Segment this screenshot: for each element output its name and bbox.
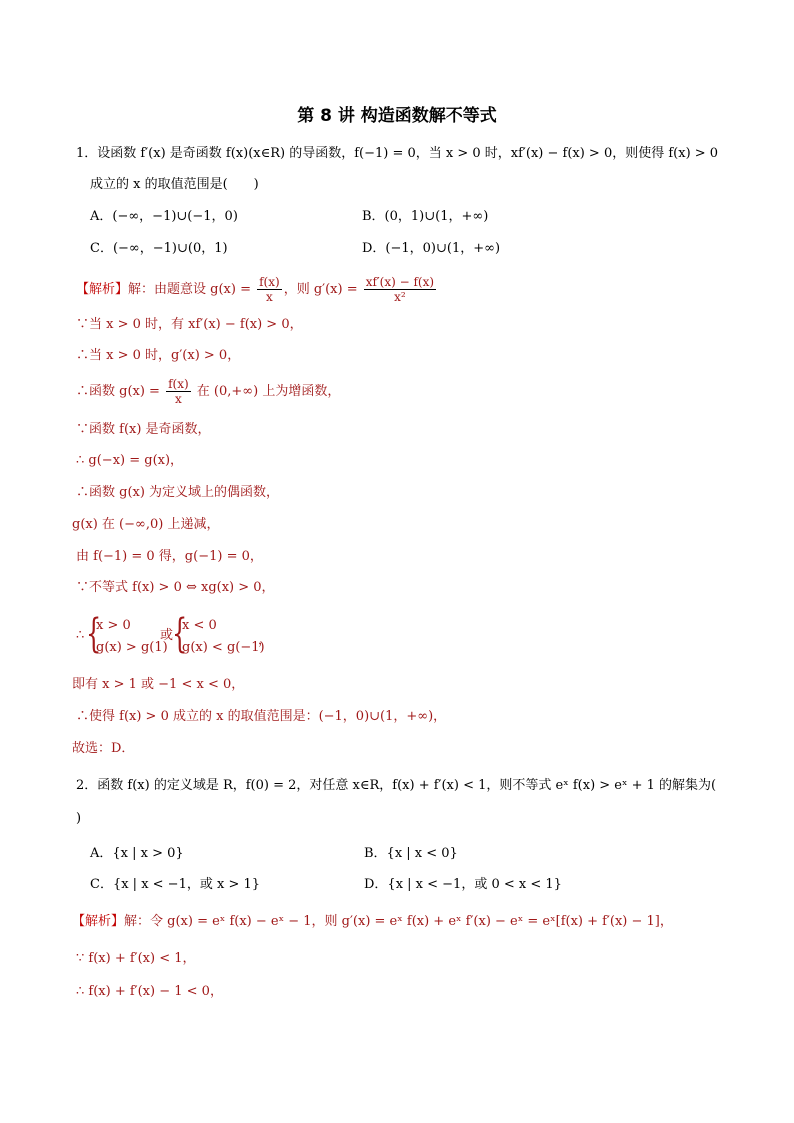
q1-system-end: ， [258, 633, 272, 648]
fraction-numerator: xf′(x) − f(x) [365, 275, 435, 289]
q1-option-a: A．(−∞，−1)∪(−1，0) [90, 209, 238, 224]
page-title: 第 8 讲 构造函数解不等式 [297, 106, 497, 126]
q1-step-2: ∵当 x > 0 时，有 xf′(x) − f(x) > 0， [76, 317, 303, 332]
fraction-denominator: x [266, 290, 273, 304]
q1-step-8: g(x) 在 (−∞,0) 上递减， [72, 517, 220, 532]
q2-option-c: C．{x | x < −1，或 x > 1} [90, 877, 261, 892]
q1-s1-fraction-2 [364, 275, 436, 304]
q1-s4-post: 在 (0,+∞) 上为增函数， [192, 384, 341, 399]
q1-system1-line2: g(x) > g(1) [96, 640, 168, 655]
q2-analysis-tag: 【解析】 [72, 914, 125, 929]
q2-option-b: B．{x | x < 0} [364, 846, 458, 861]
q2-stem-line1: 2．函数 f(x) 的定义域是 R，f(0) = 2，对任意 x∈R，f(x) + f′(x) < 1，则不等式 eˣ f(x) > eˣ + 1 的解集为( [76, 778, 717, 793]
q1-system1-line1: x > 0 [96, 618, 131, 633]
q1-step-6: ∴ g(−x) = g(x)， [76, 453, 184, 468]
q1-step-4 [76, 377, 340, 407]
q1-system2-line2: g(x) < g(−1) [182, 640, 265, 655]
q1-system-or: 或 [160, 628, 174, 643]
q1-s4-pre: ∴函数 g(x) = [76, 384, 165, 399]
q1-step-7: ∴函数 g(x) 为定义域上的偶函数， [76, 485, 280, 500]
q1-step-5: ∵函数 f(x) 是奇函数， [76, 422, 211, 437]
q1-analysis-tag: 【解析】 [76, 282, 129, 297]
q1-step-11: 即有 x > 1 或 −1 < x < 0， [72, 677, 245, 692]
q1-stem-line2: 成立的 x 的取值范围是( ) [90, 177, 259, 192]
fraction-numerator: f(x) [168, 377, 189, 391]
q1-analysis-line1 [76, 275, 438, 305]
q2-option-a: A．{x | x > 0} [90, 846, 184, 861]
q2-step-1: 解：令 g(x) = eˣ f(x) − eˣ − 1，则 g′(x) = eˣ f(x) + eˣ f′(x) − eˣ = eˣ[f(x) + f′(x) − 1]， [124, 914, 673, 929]
q2-analysis-line1 [72, 913, 673, 931]
q1-step-3: ∴当 x > 0 时，g′(x) > 0， [76, 348, 241, 363]
fraction-numerator: f(x) [259, 275, 280, 289]
q2-step-2: ∵ f(x) + f′(x) < 1， [76, 951, 196, 966]
q1-step-12: ∴使得 f(x) > 0 成立的 x 的取值范围是：(−1，0)∪(1，+∞)， [76, 709, 447, 724]
q1-system-prefix: ∴ [76, 628, 85, 643]
q1-step-13: 故选：D． [72, 741, 135, 756]
fraction-denominator: x² [394, 290, 406, 304]
q1-system2-line1: x < 0 [182, 618, 217, 633]
q1-s1-pre: 解：由题意设 g(x) = [128, 282, 256, 297]
q1-step-9: 由 f(−1) = 0 得，g(−1) = 0， [76, 549, 263, 564]
q1-option-c: C．(−∞，−1)∪(0，1) [90, 241, 228, 256]
q1-s1-fraction-1 [257, 275, 282, 304]
q1-option-d: D．(−1，0)∪(1，+∞) [362, 241, 501, 256]
q2-option-d: D．{x | x < −1，或 0 < x < 1} [364, 877, 562, 892]
q1-s4-fraction [166, 377, 191, 406]
left-brace-1: { [86, 611, 102, 657]
fraction-denominator: x [174, 392, 182, 406]
q1-stem-line1: 1．设函数 f′(x) 是奇函数 f(x)(x∈R) 的导函数，f(−1) = 0，当 x > 0 时，xf′(x) − f(x) > 0，则使得 f(x) > 0 [76, 146, 719, 161]
q1-step-10: ∵不等式 f(x) > 0 ⇔ xg(x) > 0， [76, 580, 275, 595]
q2-stem-line2: ) [76, 811, 82, 826]
left-brace-2: { [172, 611, 188, 657]
q1-option-b: B．(0，1)∪(1，+∞) [362, 209, 489, 224]
q2-step-3: ∴ f(x) + f′(x) − 1 < 0， [76, 984, 223, 999]
q1-s1-mid: ，则 g′(x) = [283, 282, 362, 297]
